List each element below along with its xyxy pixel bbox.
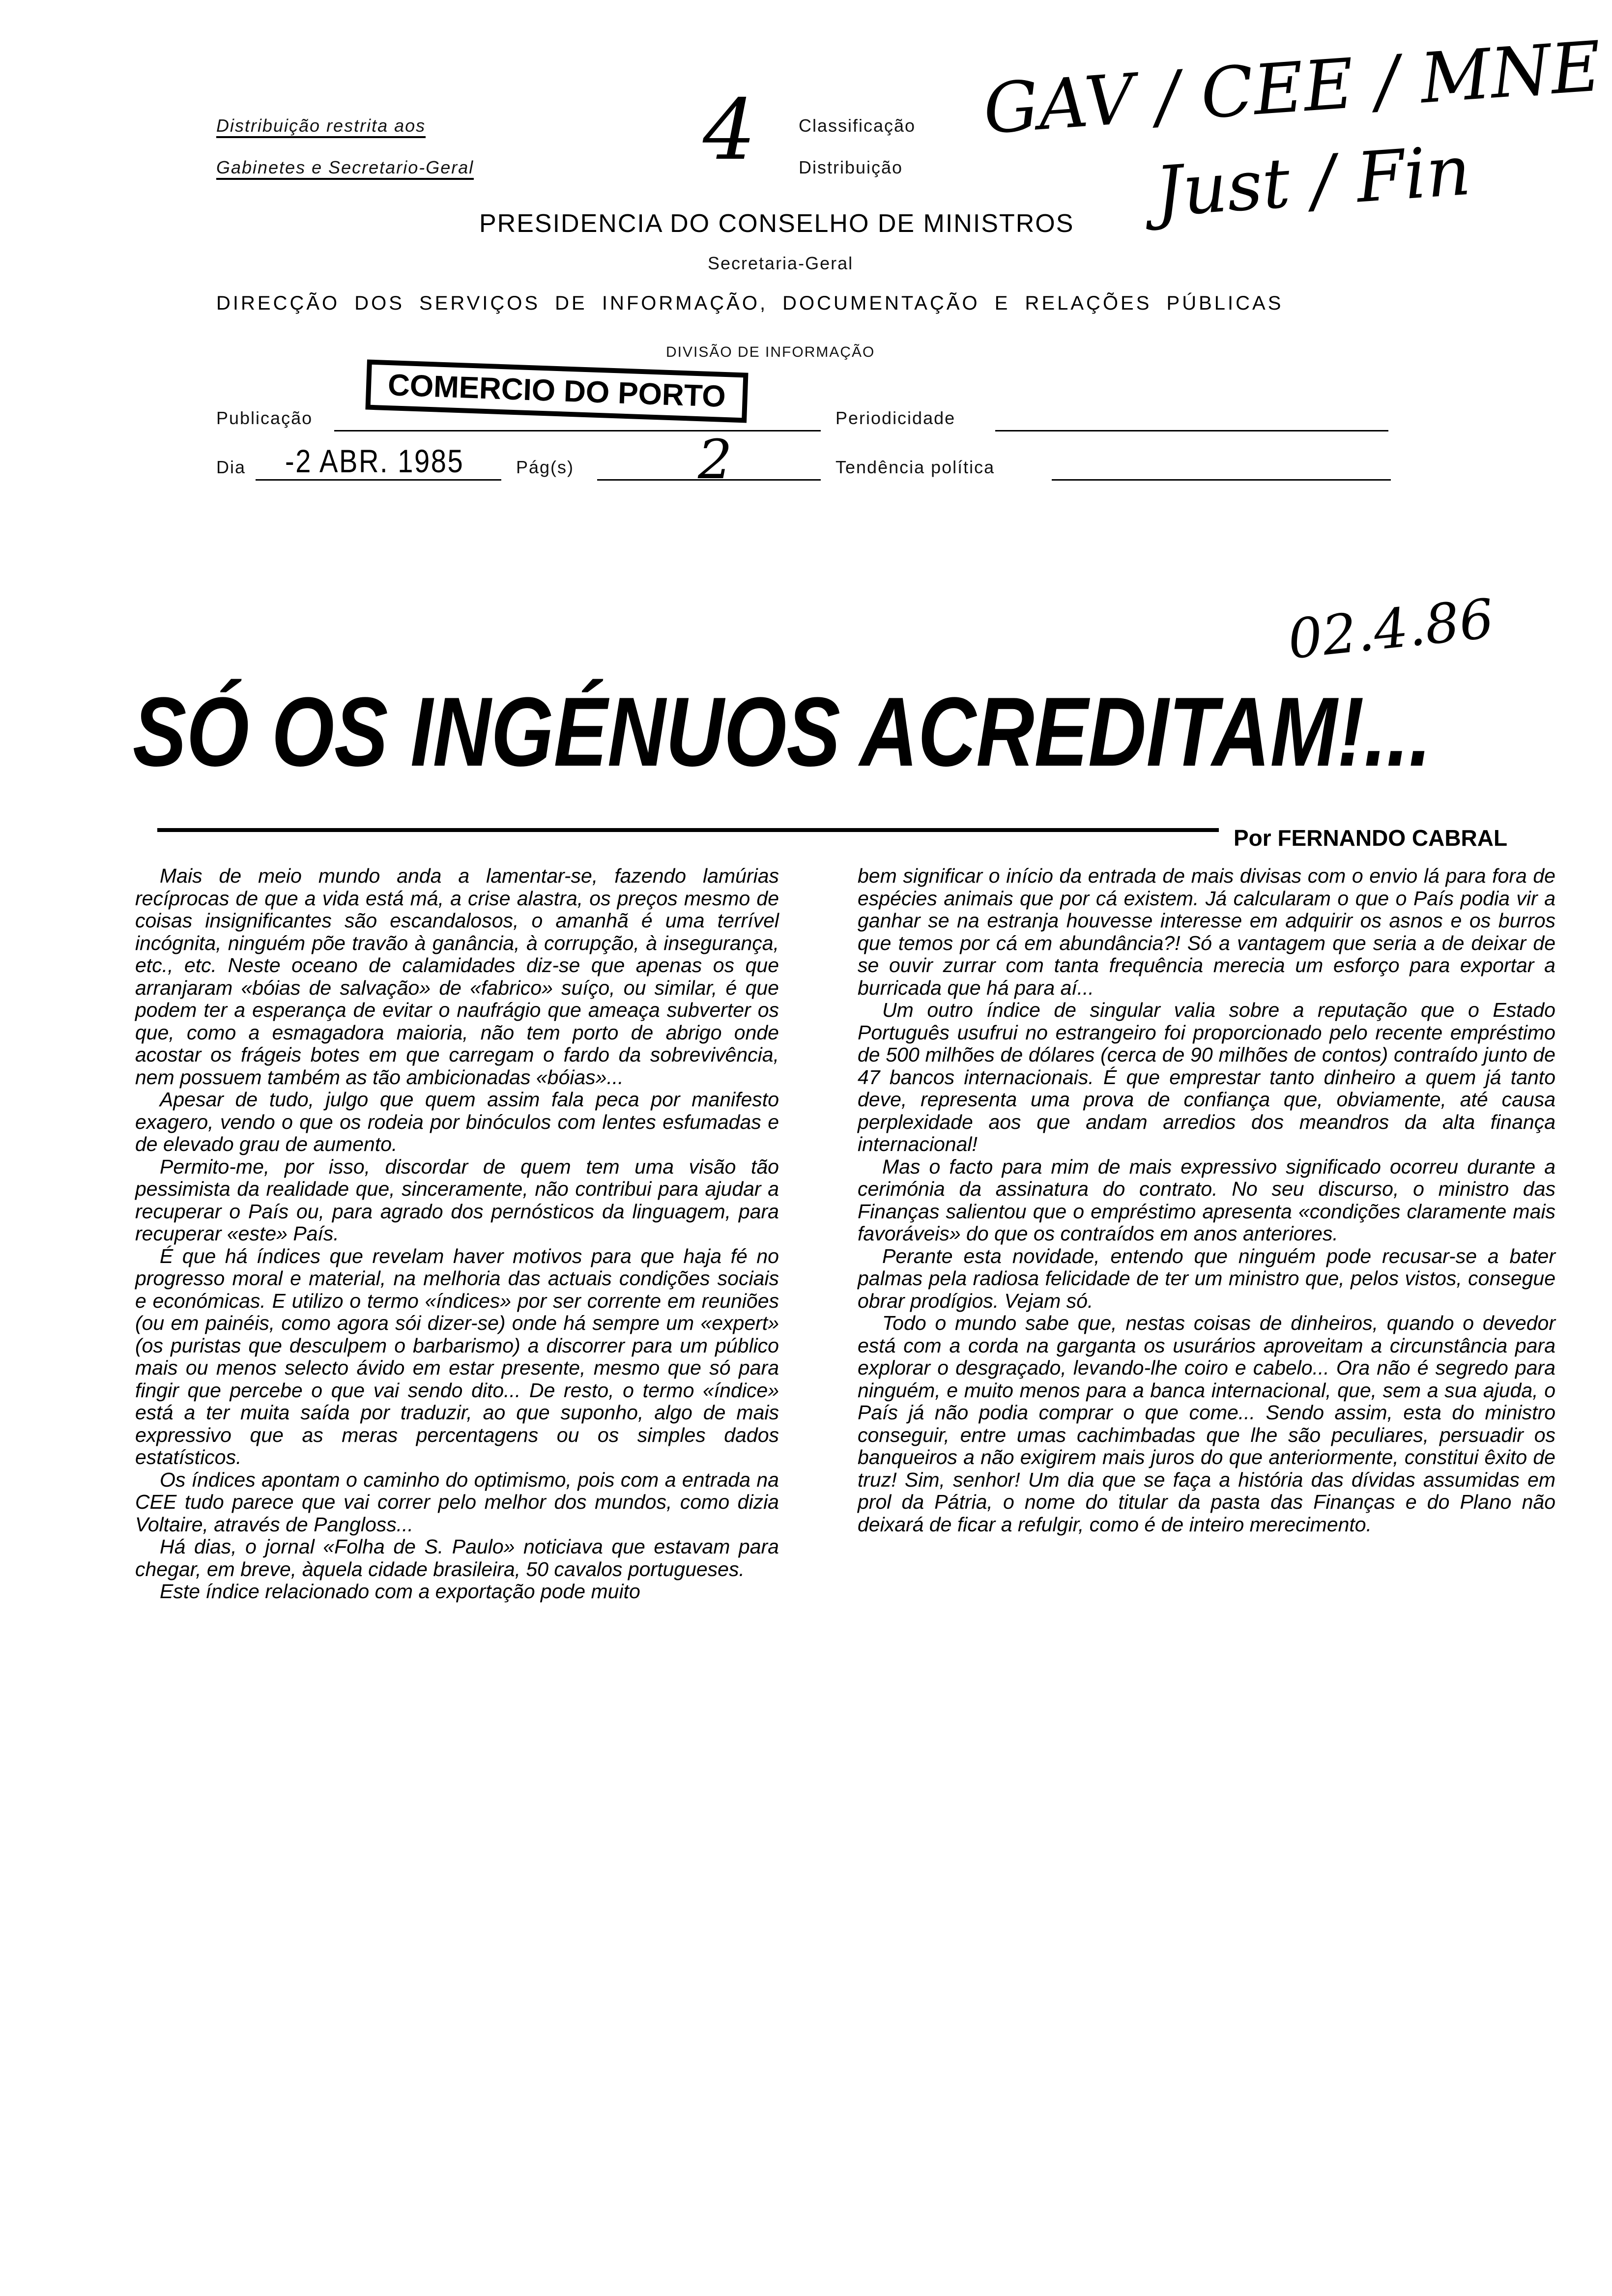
distribution-restricted-label: Distribuição restrita aos: [216, 115, 426, 138]
paragraph: Mas o facto para mim de mais expressivo significado ocorreu durante a cerimónia da assinatura do contrato. No seu discurso, o ministro das Finanças salientou que o empréstimo apresenta «condições claramente mais favoráveis» do que os contraídos em anos anteriores.: [858, 1155, 1555, 1245]
handwritten-number: 4: [703, 82, 756, 179]
article-column-left: [135, 865, 779, 1603]
ministry-heading: PRESIDENCIA DO CONSELHO DE MINISTROS: [479, 209, 1074, 238]
paragraph: Um outro índice de singular valia sobre a reputação que o Estado Português usufrui no estrangeiro foi proporcionado pelo recente empréstimo de 500 milhões de dólares (cerca de 90 milhões de contos) contraído junto de 47 bancos internacionais. É que emprestar tanto dinheiro a quem já tanto deve, representa uma prova de confiança que, obviamente, até causa perplexidade aos que andam arredios dos meandros da alta finança internacional!: [858, 999, 1555, 1155]
distribution-label: Distribuição: [799, 157, 903, 177]
distribution-recipients-label: Gabinetes e Secretario-Geral: [216, 157, 474, 180]
paragraph: Há dias, o jornal «Folha de S. Paulo» noticiava que estavam para chegar, em breve, àquela cidade brasileira, 50 cavalos portugueses.: [135, 1535, 779, 1580]
paragraph: É que há índices que revelam haver motivos para que haja fé no progresso moral e material, na melhoria das actuais condições sociais e económicas. E utilizo o termo «índices» por ser corrente em reuniões (ou em painéis, como agora sói dizer-se) onde há sempre um «expert» (os puristas que desculpem o barbarismo) a discorrer para um público mais ou menos selecto ávido em estar presente, mesmo que só para fingir que percebe o que vai sendo dito... De resto, o termo «índice» está a ter muita saída por traduzir, ao que suponho, algo de mais expressivo que as meras percentagens ou os simples dados estatísticos.: [135, 1244, 779, 1468]
paragraph: Os índices apontam o caminho do optimismo, pois com a entrada na CEE tudo parece que vai correr pelo melhor dos mundos, como dizia Voltaire, através de Pangloss...: [135, 1468, 779, 1536]
periodicity-label: Periodicidade: [835, 408, 956, 428]
day-field-line: [256, 479, 501, 481]
date-stamp: -2 ABR. 1985: [285, 443, 464, 479]
article-title: SÓ OS INGÉNUOS ACREDITAM!...: [133, 677, 1432, 787]
secretariat-heading: Secretaria-Geral: [708, 253, 854, 273]
publication-label: Publicação: [216, 408, 313, 428]
article-column-right: [858, 865, 1555, 1536]
paragraph: bem significar o início da entrada de mais divisas com o envio lá para fora de espécies animais que por cá existem. Já calcularam o que o País podia vir a ganhar se na estranja houvesse interesse em adquirir os asnos e os burros que temos por cá em abundância?! Só a vantagem que seria a de deixar de se ouvir zurrar com tanta frequência merecia um esforço para exportar a burricada que há para aí...: [858, 864, 1555, 999]
paragraph: Apesar de tudo, julgo que quem assim fala peca por manifesto exagero, vendo o que os rodeia por binóculos com lentes esfumadas e de elevado grau de aumento.: [135, 1088, 779, 1155]
paragraph: Perante esta novidade, entendo que ninguém pode recusar-se a bater palmas pela radiosa felicidade de ter um ministro que, pelos vistos, consegue obrar prodígios. Vejam só.: [858, 1244, 1555, 1312]
political-tendency-field-line: [1052, 479, 1391, 481]
page-value: 2: [698, 428, 732, 491]
handwritten-date: 02.4.86: [1285, 587, 1497, 671]
paragraph: Mais de meio mundo anda a lamentar-se, fazendo lamúrias recíprocas de que a vida está má, a crise alastra, os preços mesmo de coisas insignificantes são escandalosos, o amanhã é uma terrível incógnita, ninguém põe travão à ganância, à corrupção, à insegurança, etc., etc. Neste oceano de calamidades diz-se que apenas os que arranjaram «bóias de salvação» de «fabrico» suíço, ou similar, é que podem ter a esperança de evitar o naufrágio que ameaça subverter os que, como a esmagadora maioria, não tem porto de abrigo onde acostar os frágeis botes em que carregam o fardo da sobrevivência, nem possuem também as tão ambicionadas «bóias»...: [135, 864, 779, 1089]
day-label: Dia: [216, 457, 246, 477]
title-rule: [157, 828, 1219, 832]
publication-field-line: [334, 430, 821, 431]
paragraph: Este índice relacionado com a exportação pode muito: [160, 1580, 640, 1603]
article-byline: Por FERNANDO CABRAL: [1234, 825, 1508, 851]
publication-stamp: COMERCIO DO PORTO: [365, 359, 748, 423]
directorate-heading: DIRECÇÃO DOS SERVIÇOS DE INFORMAÇÃO, DOCUMENTAÇÃO E RELAÇÕES PÚBLICAS: [216, 292, 1284, 314]
periodicity-field-line: [995, 430, 1388, 431]
paragraph: Permito-me, por isso, discordar de quem tem uma visão tão pessimista da realidade que, sinceramente, não contribui para ajudar a recuperar o País ou, para agrado dos pernósticos da linguagem, para recuperar «este» País.: [135, 1155, 779, 1245]
page-label: Pág(s): [516, 457, 575, 477]
handwritten-routing-note-2: Just / Fin: [1152, 130, 1473, 233]
division-heading: DIVISÃO DE INFORMAÇÃO: [666, 344, 875, 360]
classification-label: Classificação: [799, 115, 916, 136]
political-tendency-label: Tendência política: [835, 457, 995, 477]
paragraph: Todo o mundo sabe que, nestas coisas de dinheiros, quando o devedor está com a corda na garganta os usurários aproveitam a circunstância para explorar o desgraçado, levando-lhe coiro e cabelo... Ora não é segredo para ninguém, e muito menos para a banca internacional, que, sem a sua ajuda, o País já não podia comprar o que come... Sendo assim, esta do ministro conseguir, entre umas cachimbadas que lhe são peculiares, persuadir os banqueiros a não exigirem mais juros do que anteriormente, constitui êxito de truz! Sim, senhor! Um dia que se faça a história das dívidas assumidas em prol da Pátria, o nome do titular da pasta das Finanças e do Plano não deixará de ficar a refulgir, como é de inteiro merecimento.: [858, 1312, 1555, 1536]
handwritten-routing-note: GAV / CEE / MNE: [980, 27, 1604, 150]
